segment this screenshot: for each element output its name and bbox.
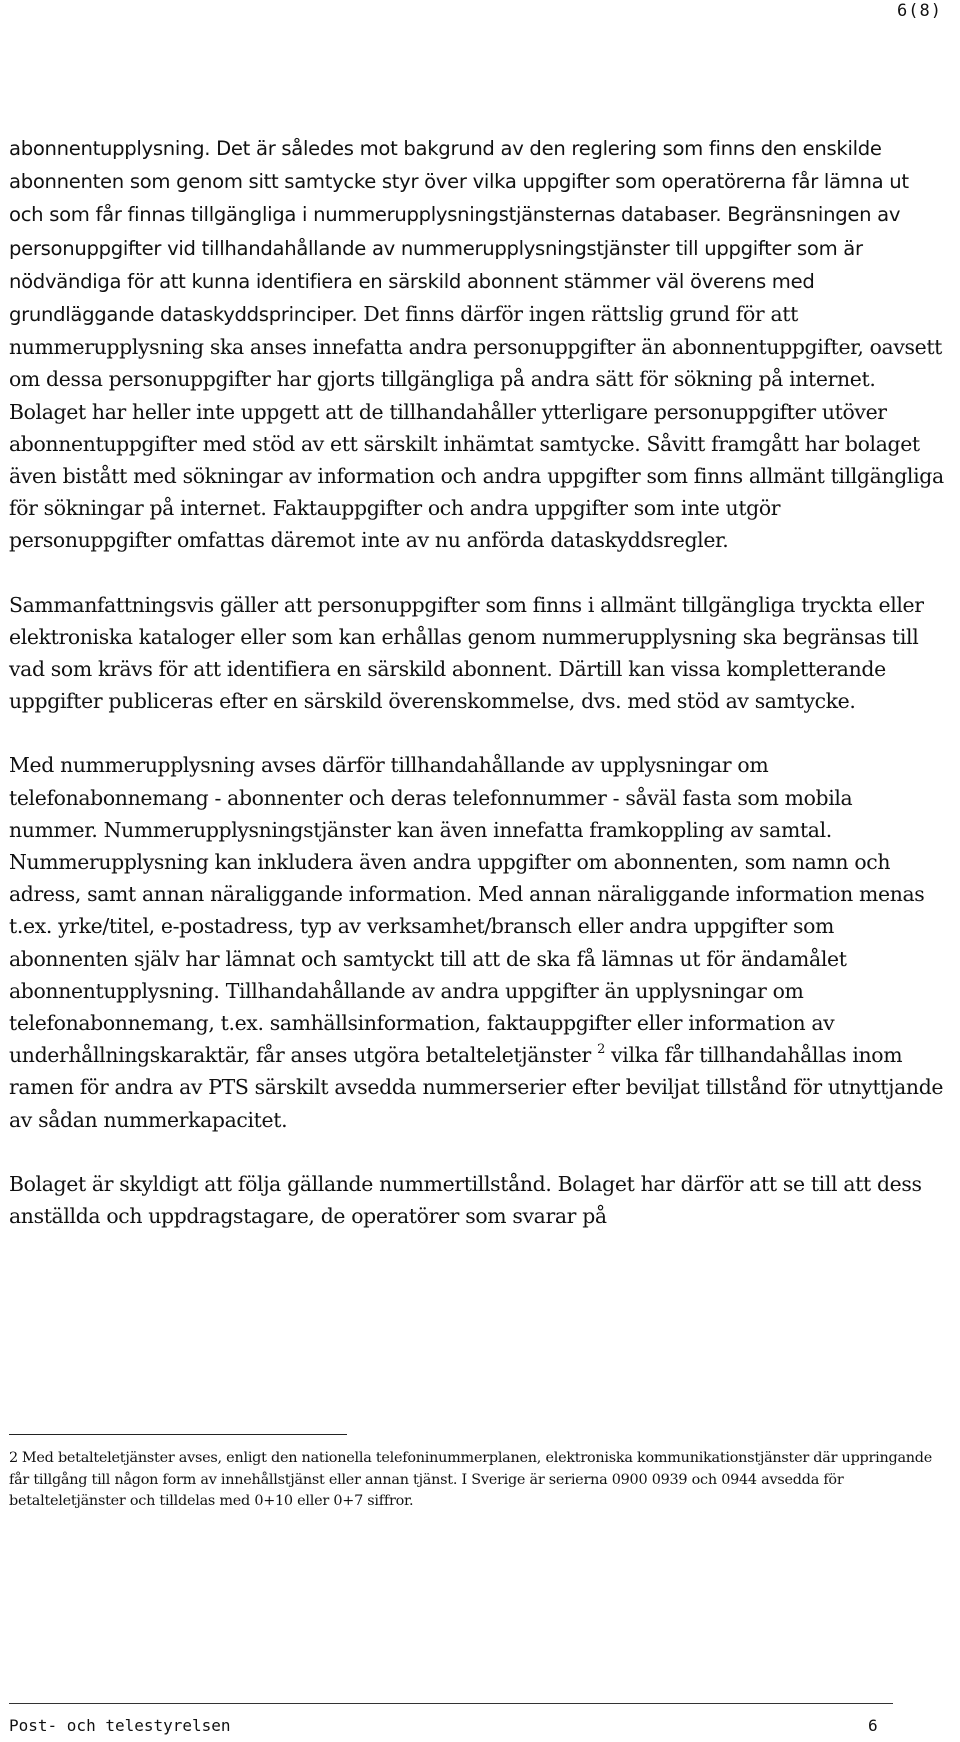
paragraph-1-part-1: abonnentupplysning. Det är således mot bakgrund av den reglering som finns den enskilde abonnenten som genom sitt samtycke styr över vilka uppgifter som operatörerna får lämna ut och som får finnas tillgängliga i nummerupplysningstjänsternas databaser. Begränsningen av personuppgifter vid tillhandahållande av nummerupplysningstjänster till uppgifter som är nödvändiga för att kunna identifiera en särskild abonnent stämmer väl överens med grundläggande dataskyddsprinciper. xyxy=(9,137,909,327)
footnote-divider xyxy=(9,1434,347,1435)
footer-organization: Post- och telestyrelsen xyxy=(9,1716,231,1735)
footnote-marker: 2 xyxy=(9,1450,18,1466)
paragraph-1-part-2: Det finns därför ingen rättslig grund för att nummerupplysning ska anses innefatta andra personuppgifter än abonnentuppgifter, oavsett om dessa personuppgifter har gjorts tillgängliga på andra sätt för sökning på internet. Bolaget har heller inte uppgett att de tillhandahåller ytterligare personuppgifter utöver abonnentuppgifter med stöd av ett särskilt inhämtat samtycke. Såvitt framgått har bolaget även bistått med sökningar av information och andra uppgifter som finns allmänt tillgängliga för sökningar på internet. Faktauppgifter och andra uppgifter som inte utgör personuppgifter omfattas däremot inte av nu anförda dataskyddsregler. xyxy=(9,302,944,553)
paragraph-3 xyxy=(9,749,944,1135)
footnote-reference: 2 xyxy=(597,1042,605,1058)
body-text xyxy=(9,132,944,1264)
footer-page-number: 6 xyxy=(868,1716,878,1735)
paragraph-2: Sammanfattningsvis gäller att personuppgifter som finns i allmänt tillgängliga tryckta eller elektroniska kataloger eller som kan erhållas genom nummerupplysning ska begränsas till vad som krävs för att identifiera en särskild abonnent. Därtill kan vissa kompletterande uppgifter publiceras efter en särskild överenskommelse, dvs. med stöd av samtycke. xyxy=(9,592,924,714)
paragraph-3-text: Med nummerupplysning avses därför tillhandahållande av upplysningar om telefonabonnemang - abonnenter och deras telefonnummer - såväl fasta som mobila nummer. Nummerupplysningstjänster kan även innefatta framkoppling av samtal. Nummerupplysning kan inkludera även andra uppgifter om abonnenten, som namn och adress, samt annan näraliggande information. Med annan näraliggande information menas t.ex. yrke/titel, e-postadress, typ av verksamhet/bransch eller andra uppgifter som abonnenten själv har lämnat och samtyckt till att de ska få lämnas ut för ändamålet abonnentupplysning. Tillhandahållande av andra uppgifter än upplysningar om telefonabonnemang, t.ex. samhällsinformation, faktauppgifter eller information av underhållningskaraktär, får anses utgöra betalteletjänster xyxy=(9,753,925,1068)
paragraph-1 xyxy=(9,132,944,557)
footnote xyxy=(9,1448,944,1513)
footnote-text: Med betalteletjänster avses, enligt den nationella telefoninummerplanen, elektroniska kommunikationstjänster där uppringande får tillgång till någon form av innehållstjänst eller annan tjänst. I Sverige är serierna 0900 0939 och 0944 avsedda för betalteletjänster och tilldelas med 0+10 eller 0+7 siffror. xyxy=(9,1450,933,1509)
paragraph-4: Bolaget är skyldigt att följa gällande nummertillstånd. Bolaget har därför att se till att dess anställda och uppdragstagare, de operatörer som svarar på xyxy=(9,1171,922,1229)
paragraph-3-continuation: vilka får tillhandahållas inom ramen för andra av PTS särskilt avsedda nummerserier efter beviljat tillstånd för utnyttjande av sådan nummerkapacitet. xyxy=(9,1043,944,1132)
page-number: 6(8) xyxy=(897,1,942,21)
footer-divider xyxy=(9,1703,893,1704)
